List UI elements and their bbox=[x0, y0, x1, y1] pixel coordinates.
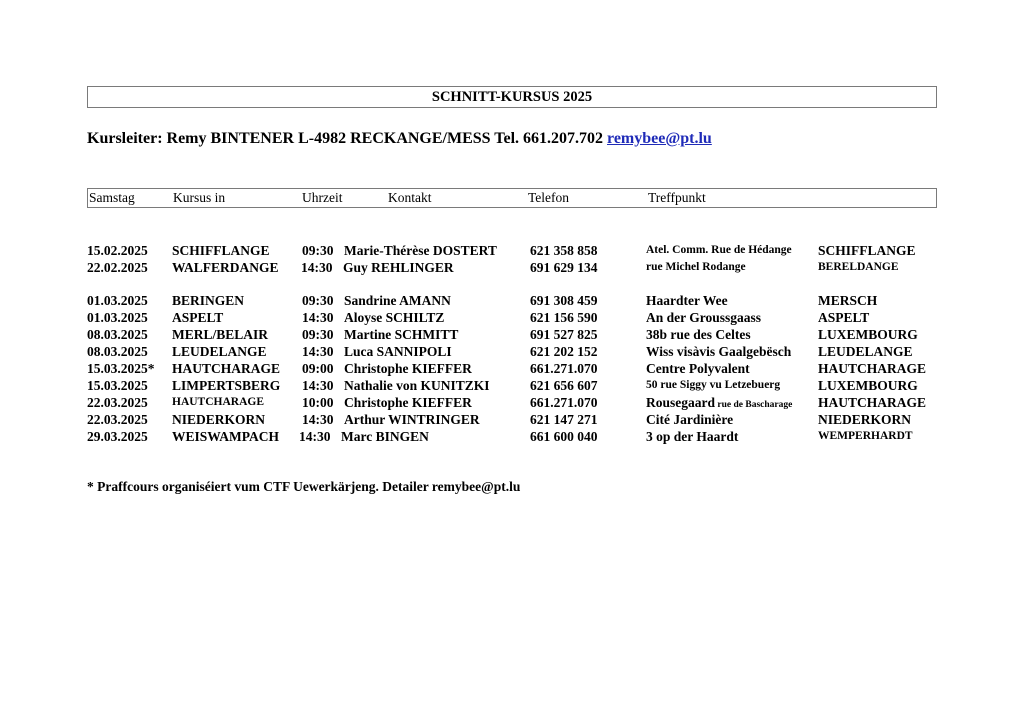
row-town: SCHIFFLANGE bbox=[818, 243, 916, 258]
row-course: WEISWAMPACH bbox=[172, 429, 280, 444]
row-place: Cité Jardinière bbox=[646, 412, 734, 427]
row-course: BERINGEN bbox=[172, 293, 245, 308]
row-phone: 621 202 152 bbox=[530, 344, 598, 359]
table-row bbox=[0, 343, 1024, 360]
page-title: SCHNITT-KURSUS 2025 bbox=[87, 86, 937, 108]
row-place: 50 rue Siggy vu Letzebuerg bbox=[646, 379, 781, 391]
row-town: LEUDELANGE bbox=[818, 344, 913, 359]
header-contact: Kontakt bbox=[388, 190, 432, 205]
row-phone: 621 156 590 bbox=[530, 310, 598, 325]
table-row bbox=[0, 394, 1024, 411]
table-row bbox=[0, 326, 1024, 343]
row-date: 01.03.2025 bbox=[87, 293, 148, 308]
row-contact: Luca SANNIPOLI bbox=[344, 344, 452, 359]
row-time: 14:30 bbox=[301, 260, 333, 275]
row-place: Centre Polyvalent bbox=[646, 361, 750, 376]
row-time: 09:30 bbox=[302, 327, 334, 342]
row-course: SCHIFFLANGE bbox=[172, 243, 270, 258]
row-time: 09:30 bbox=[302, 293, 334, 308]
row-date: 22.02.2025 bbox=[87, 260, 148, 275]
header-course: Kursus in bbox=[173, 190, 226, 205]
row-date: 29.03.2025 bbox=[87, 429, 148, 444]
header-meeting-point: Treffpunkt bbox=[648, 190, 706, 205]
row-date: 08.03.2025 bbox=[87, 344, 148, 359]
table-row bbox=[0, 428, 1024, 445]
header-time: Uhrzeit bbox=[302, 190, 343, 205]
row-course: HAUTCHARAGE bbox=[172, 396, 265, 408]
row-phone: 621 358 858 bbox=[530, 243, 598, 258]
row-contact: Marie-Thérèse DOSTERT bbox=[344, 243, 497, 258]
row-contact: Sandrine AMANN bbox=[344, 293, 451, 308]
course-leader-text: Kursleiter: Remy BINTENER L-4982 RECKANGE/MESS Tel. 661.207.702 bbox=[87, 130, 608, 147]
row-town: HAUTCHARAGE bbox=[818, 395, 927, 410]
row-contact: Martine SCHMITT bbox=[344, 327, 459, 342]
row-time: 14:30 bbox=[299, 429, 331, 444]
row-phone: 691 308 459 bbox=[530, 293, 598, 308]
table-row bbox=[0, 411, 1024, 428]
row-date: 01.03.2025 bbox=[87, 310, 148, 325]
row-town: NIEDERKORN bbox=[818, 412, 912, 427]
row-course: ASPELT bbox=[172, 310, 224, 325]
row-course: NIEDERKORN bbox=[172, 412, 266, 427]
row-place-extra: rue de Bascharage bbox=[715, 400, 793, 410]
table-row bbox=[0, 377, 1024, 394]
row-phone: 621 147 271 bbox=[530, 412, 598, 427]
row-place: Wiss visàvis Gaalgebësch bbox=[646, 344, 792, 359]
row-phone: 691 629 134 bbox=[530, 260, 598, 275]
row-town: LUXEMBOURG bbox=[818, 327, 918, 342]
table-row bbox=[0, 242, 1024, 259]
table-row bbox=[0, 259, 1024, 276]
row-phone: 661.271.070 bbox=[530, 395, 598, 410]
row-date: 15.03.2025* bbox=[87, 361, 155, 376]
course-leader-line bbox=[87, 128, 712, 150]
row-course: HAUTCHARAGE bbox=[172, 361, 281, 376]
row-time: 09:30 bbox=[302, 243, 334, 258]
header-phone: Telefon bbox=[528, 190, 570, 205]
row-time: 09:00 bbox=[302, 361, 334, 376]
row-contact: Christophe KIEFFER bbox=[344, 395, 472, 410]
row-contact: Nathalie von KUNITZKI bbox=[344, 378, 490, 393]
row-date: 08.03.2025 bbox=[87, 327, 148, 342]
row-place: 38b rue des Celtes bbox=[646, 327, 751, 342]
row-place: 3 op der Haardt bbox=[646, 429, 739, 444]
footnote: * Praffcours organiséiert vum CTF Uewerkärjeng. Detailer remybee@pt.lu bbox=[87, 479, 521, 494]
row-contact: Marc BINGEN bbox=[341, 429, 429, 444]
row-town: ASPELT bbox=[818, 310, 870, 325]
row-time: 10:00 bbox=[302, 395, 334, 410]
row-date: 15.02.2025 bbox=[87, 243, 148, 258]
row-town: BERELDANGE bbox=[818, 261, 899, 273]
row-place: Atel. Comm. Rue de Hédange bbox=[646, 244, 792, 256]
row-town: LUXEMBOURG bbox=[818, 378, 918, 393]
table-row bbox=[0, 360, 1024, 377]
row-contact: Arthur WINTRINGER bbox=[344, 412, 480, 427]
row-date: 22.03.2025 bbox=[87, 395, 148, 410]
table-row bbox=[0, 309, 1024, 326]
row-town: MERSCH bbox=[818, 293, 878, 308]
schedule-header bbox=[87, 188, 937, 208]
row-phone: 691 527 825 bbox=[530, 327, 598, 342]
row-time: 14:30 bbox=[302, 412, 334, 427]
row-phone: 661 600 040 bbox=[530, 429, 598, 444]
row-date: 22.03.2025 bbox=[87, 412, 148, 427]
row-town: HAUTCHARAGE bbox=[818, 361, 927, 376]
row-place: rue Michel Rodange bbox=[646, 261, 746, 273]
row-course: MERL/BELAIR bbox=[172, 327, 269, 342]
header-day: Samstag bbox=[89, 190, 135, 205]
row-place: Haardter Wee bbox=[646, 293, 728, 308]
leader-email-link[interactable]: remybee@pt.lu bbox=[607, 130, 712, 147]
row-contact: Christophe KIEFFER bbox=[344, 361, 472, 376]
row-course: WALFERDANGE bbox=[172, 260, 279, 275]
row-time: 14:30 bbox=[302, 310, 334, 325]
table-row bbox=[0, 292, 1024, 309]
row-course: LIMPERTSBERG bbox=[172, 378, 281, 393]
row-contact: Guy REHLINGER bbox=[343, 260, 454, 275]
row-phone: 661.271.070 bbox=[530, 361, 598, 376]
row-course: LEUDELANGE bbox=[172, 344, 267, 359]
row-place: An der Groussgaass bbox=[646, 310, 762, 325]
row-time: 14:30 bbox=[302, 378, 334, 393]
row-contact: Aloyse SCHILTZ bbox=[344, 310, 445, 325]
row-date: 15.03.2025 bbox=[87, 378, 148, 393]
row-town: WEMPERHARDT bbox=[818, 430, 913, 442]
row-time: 14:30 bbox=[302, 344, 334, 359]
row-place-name: Rousegaard bbox=[646, 395, 716, 410]
row-phone: 621 656 607 bbox=[530, 378, 598, 393]
